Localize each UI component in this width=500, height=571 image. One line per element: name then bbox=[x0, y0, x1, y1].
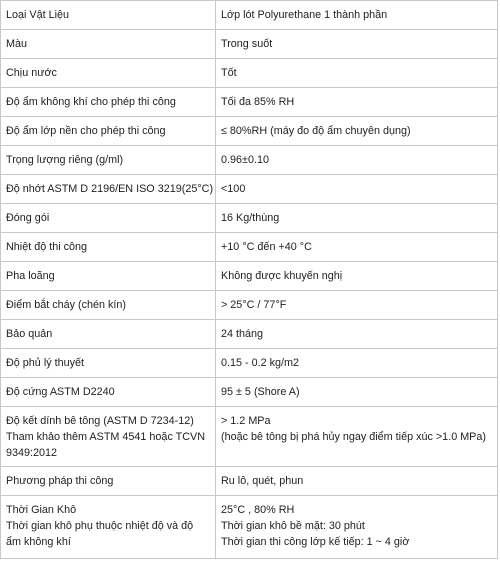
property-text: Pha loãng bbox=[6, 270, 55, 282]
value-cell bbox=[216, 262, 498, 291]
value-cell bbox=[216, 291, 498, 320]
property-text: Chịu nước bbox=[6, 67, 57, 79]
value-cell bbox=[216, 88, 498, 117]
value-text: Tốt bbox=[221, 67, 237, 79]
value-text: 95 ± 5 (Shore A) bbox=[221, 386, 300, 398]
property-text: Nhiệt độ thi công bbox=[6, 241, 88, 253]
table-row bbox=[1, 496, 498, 559]
table-row bbox=[1, 175, 498, 204]
value-cell bbox=[216, 1, 498, 30]
value-text: Tối đa 85% RH bbox=[221, 96, 295, 108]
property-cell bbox=[1, 320, 216, 349]
value-text: 24 tháng bbox=[221, 328, 264, 340]
property-cell bbox=[1, 204, 216, 233]
value-cell bbox=[216, 59, 498, 88]
property-text: Phương pháp thi công bbox=[6, 475, 114, 487]
table-row bbox=[1, 30, 498, 59]
property-text: Bảo quản bbox=[6, 328, 53, 340]
table-row bbox=[1, 291, 498, 320]
table-row bbox=[1, 262, 498, 291]
value-text: (hoặc bê tông bị phá hủy ngay điểm tiếp xúc >1.0 MPa) bbox=[221, 431, 486, 443]
table-row bbox=[1, 1, 498, 30]
value-text: Thời gian thi công lớp kế tiếp: 1 ~ 4 giờ bbox=[221, 536, 410, 548]
table-row bbox=[1, 117, 498, 146]
value-cell bbox=[216, 204, 498, 233]
value-text: 0.15 - 0.2 kg/m2 bbox=[221, 357, 300, 369]
value-cell bbox=[216, 117, 498, 146]
value-cell bbox=[216, 146, 498, 175]
value-text: > 25°C / 77°F bbox=[221, 299, 287, 311]
property-cell bbox=[1, 407, 216, 467]
value-cell bbox=[216, 407, 498, 467]
property-cell bbox=[1, 88, 216, 117]
value-text: Không được khuyến nghị bbox=[221, 270, 343, 282]
value-text: 0.96±0.10 bbox=[221, 154, 269, 166]
value-text: +10 °C đến +40 °C bbox=[221, 241, 312, 253]
property-cell bbox=[1, 233, 216, 262]
property-cell bbox=[1, 59, 216, 88]
property-text: Trọng lượng riêng (g/ml) bbox=[6, 154, 124, 166]
property-text: Tham khảo thêm ASTM 4541 hoặc TCVN 9349:2012 bbox=[6, 431, 206, 459]
spec-table-body bbox=[1, 1, 498, 559]
value-cell bbox=[216, 175, 498, 204]
property-cell bbox=[1, 291, 216, 320]
property-cell bbox=[1, 496, 216, 559]
property-text: Đóng gói bbox=[6, 212, 50, 224]
value-text: <100 bbox=[221, 183, 246, 195]
table-row bbox=[1, 320, 498, 349]
property-text: Độ nhớt ASTM D 2196/EN ISO 3219(25°C) bbox=[6, 183, 214, 195]
property-cell bbox=[1, 467, 216, 496]
property-cell bbox=[1, 30, 216, 59]
property-cell bbox=[1, 146, 216, 175]
value-text: Lớp lót Polyurethane 1 thành phần bbox=[221, 9, 388, 21]
property-text: Điểm bắt cháy (chén kín) bbox=[6, 299, 127, 311]
value-text: 16 Kg/thùng bbox=[221, 212, 280, 224]
value-cell bbox=[216, 378, 498, 407]
property-text: Độ kết dính bê tông (ASTM D 7234-12) bbox=[6, 415, 194, 427]
value-text: Trong suốt bbox=[221, 38, 273, 50]
table-row bbox=[1, 467, 498, 496]
property-text: Loại Vật Liệu bbox=[6, 9, 70, 21]
property-cell bbox=[1, 1, 216, 30]
property-cell bbox=[1, 117, 216, 146]
property-cell bbox=[1, 175, 216, 204]
table-row bbox=[1, 233, 498, 262]
table-row bbox=[1, 88, 498, 117]
property-cell bbox=[1, 262, 216, 291]
table-row bbox=[1, 59, 498, 88]
property-text: Độ cứng ASTM D2240 bbox=[6, 386, 115, 398]
table-row bbox=[1, 407, 498, 467]
value-cell bbox=[216, 30, 498, 59]
property-text: Độ phủ lý thuyết bbox=[6, 357, 85, 369]
value-cell bbox=[216, 496, 498, 559]
value-text: Ru lô, quét, phun bbox=[221, 475, 304, 487]
value-text: 25°C , 80% RH bbox=[221, 504, 295, 516]
table-row bbox=[1, 378, 498, 407]
value-cell bbox=[216, 467, 498, 496]
table-row bbox=[1, 349, 498, 378]
property-text: Thời gian khô phụ thuộc nhiệt độ và độ ẩm không khí bbox=[6, 520, 194, 548]
value-cell bbox=[216, 233, 498, 262]
value-cell bbox=[216, 349, 498, 378]
property-cell bbox=[1, 349, 216, 378]
property-text: Màu bbox=[6, 38, 28, 50]
value-text: > 1.2 MPa bbox=[221, 415, 271, 427]
value-cell bbox=[216, 320, 498, 349]
property-cell bbox=[1, 378, 216, 407]
property-text: Thời Gian Khô bbox=[6, 504, 77, 516]
value-text: ≤ 80%RH (máy đo độ ẩm chuyên dụng) bbox=[221, 125, 411, 137]
property-text: Độ ẩm không khí cho phép thi công bbox=[6, 96, 176, 108]
table-row bbox=[1, 146, 498, 175]
value-text: Thời gian khô bề mặt: 30 phút bbox=[221, 520, 365, 532]
property-text: Độ ẩm lớp nền cho phép thi công bbox=[6, 125, 166, 137]
table-row bbox=[1, 204, 498, 233]
